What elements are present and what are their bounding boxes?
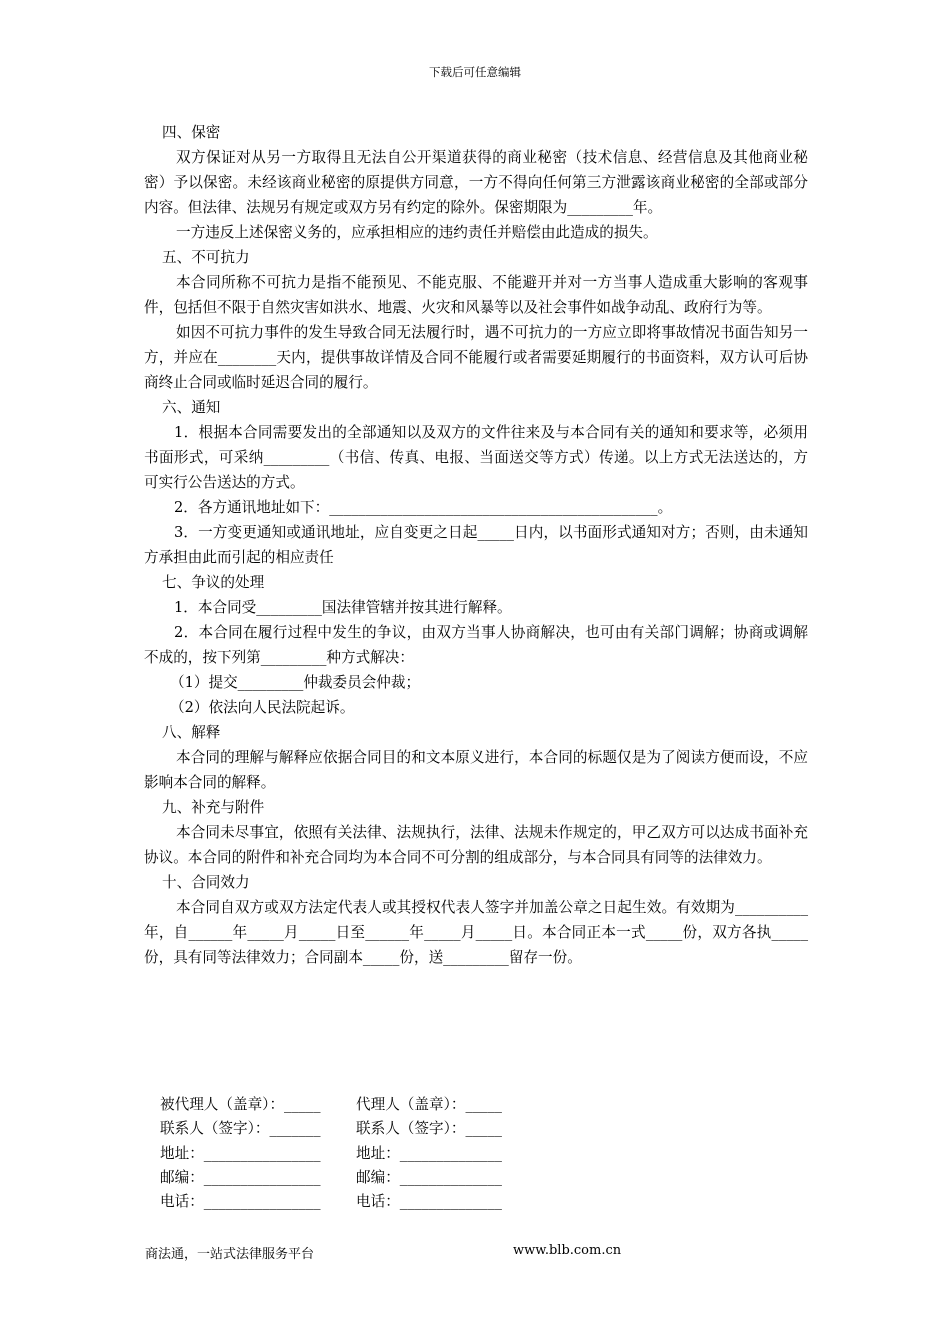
principal-postcode-field: 邮编：________________ <box>160 1168 321 1186</box>
signature-block <box>160 1093 502 1214</box>
force-majeure-paragraph-2: 如因不可抗力事件的发生导致合同无法履行时，遇不可抗力的一方应立即将事故情况书面告知另一方，并应在________天内，提供事故详情及合同不能履行或者需要延期履行的书面资料，双方认可后协商终止合同或临时延迟合同的履行。 <box>144 324 808 391</box>
principal-contact-field: 联系人（签字）：_______ <box>160 1120 321 1138</box>
principal-address-field: 地址：________________ <box>160 1144 321 1162</box>
agent-seal-field: 代理人（盖章）：_____ <box>356 1096 502 1113</box>
validity-paragraph: 本合同自双方或双方法定代表人或其授权代表人签字并加盖公章之日起生效。有效期为__________年，自______年_____月_____日至______年_____月_____日。本合同正本一式_____份，双方各执_____份，具有同等法律效力；合同副本_____份，送_________留存一份。 <box>144 899 808 966</box>
section-title-interpretation: 八、解释 <box>162 724 221 741</box>
contract-body <box>144 120 808 970</box>
section-title-dispute: 七、争议的处理 <box>162 574 265 591</box>
dispute-option-1: （1）提交_________仲裁委员会仲裁； <box>170 674 421 691</box>
confidentiality-paragraph-2: 一方违反上述保密义务的，应承担相应的违约责任并赔偿由此造成的损失。 <box>176 224 658 241</box>
footer-platform-name: 商法通，一站式法律服务平台 <box>145 1247 315 1262</box>
footer-website: www.blb.com.cn <box>513 1243 622 1258</box>
dispute-item-1: 1．本合同受_________国法律管辖并按其进行解释。 <box>174 599 512 616</box>
confidentiality-paragraph-1: 双方保证对从另一方取得且无法自公开渠道获得的商业秘密（技术信息、经营信息及其他商业秘密）予以保密。未经该商业秘密的原提供方同意，一方不得向任何第三方泄露该商业秘密的全部或部分内容。但法律、法规另有规定或双方另有约定的除外。保密期限为_________年。 <box>144 149 808 216</box>
notice-item-3: 3．一方变更通知或通讯地址，应自变更之日起_____日内，以书面形式通知对方；否则，由未通知方承担由此而引起的相应责任 <box>144 524 808 566</box>
section-title-supplement: 九、补充与附件 <box>162 799 265 816</box>
section-title-force-majeure: 五、不可抗力 <box>162 249 250 266</box>
interpretation-paragraph: 本合同的理解与解释应依据合同目的和文本原义进行，本合同的标题仅是为了阅读方便而设，不应影响本合同的解释。 <box>144 749 808 791</box>
section-title-confidentiality: 四、保密 <box>162 124 221 141</box>
dispute-item-2: 2．本合同在履行过程中发生的争议，由双方当事人协商解决，也可由有关部门调解；协商或调解不成的，按下列第_________种方式解决： <box>144 624 808 666</box>
signature-row-postcode <box>160 1166 502 1190</box>
notice-item-1: 1．根据本合同需要发出的全部通知以及双方的文件往来及与本合同有关的通知和要求等，必须用书面形式，可采纳_________（书信、传真、电报、当面送交等方式）传递。以上方式无法送达的，方可实行公告送达的方式。 <box>144 424 808 491</box>
signature-row-address <box>160 1142 502 1166</box>
principal-phone-field: 电话：________________ <box>160 1193 321 1211</box>
agent-contact-field: 联系人（签字）：_____ <box>356 1120 502 1138</box>
supplement-paragraph: 本合同未尽事宜，依照有关法律、法规执行，法律、法规未作规定的，甲乙双方可以达成书面补充协议。本合同的附件和补充合同均为本合同不可分割的组成部分，与本合同具有同等的法律效力。 <box>144 824 808 866</box>
signature-row-phone <box>160 1190 502 1214</box>
notice-item-2: 2．各方通讯地址如下：_____________________________________________。 <box>174 499 673 516</box>
section-title-notice: 六、通知 <box>162 399 221 416</box>
signature-row-contact <box>160 1117 502 1141</box>
agent-phone-field: 电话：______________ <box>356 1193 502 1211</box>
section-title-validity: 十、合同效力 <box>162 874 250 891</box>
agent-address-field: 地址：______________ <box>356 1144 502 1162</box>
signature-row-seal <box>160 1093 502 1117</box>
principal-seal-field: 被代理人（盖章）：_____ <box>160 1096 321 1113</box>
dispute-option-2: （2）依法向人民法院起诉。 <box>170 699 355 716</box>
page-header-note: 下载后可任意编辑 <box>429 65 521 79</box>
agent-postcode-field: 邮编：______________ <box>356 1168 502 1186</box>
force-majeure-paragraph-1: 本合同所称不可抗力是指不能预见、不能克服、不能避开并对一方当事人造成重大影响的客观事件，包括但不限于自然灾害如洪水、地震、火灾和风暴等以及社会事件如战争动乱、政府行为等。 <box>144 274 808 316</box>
